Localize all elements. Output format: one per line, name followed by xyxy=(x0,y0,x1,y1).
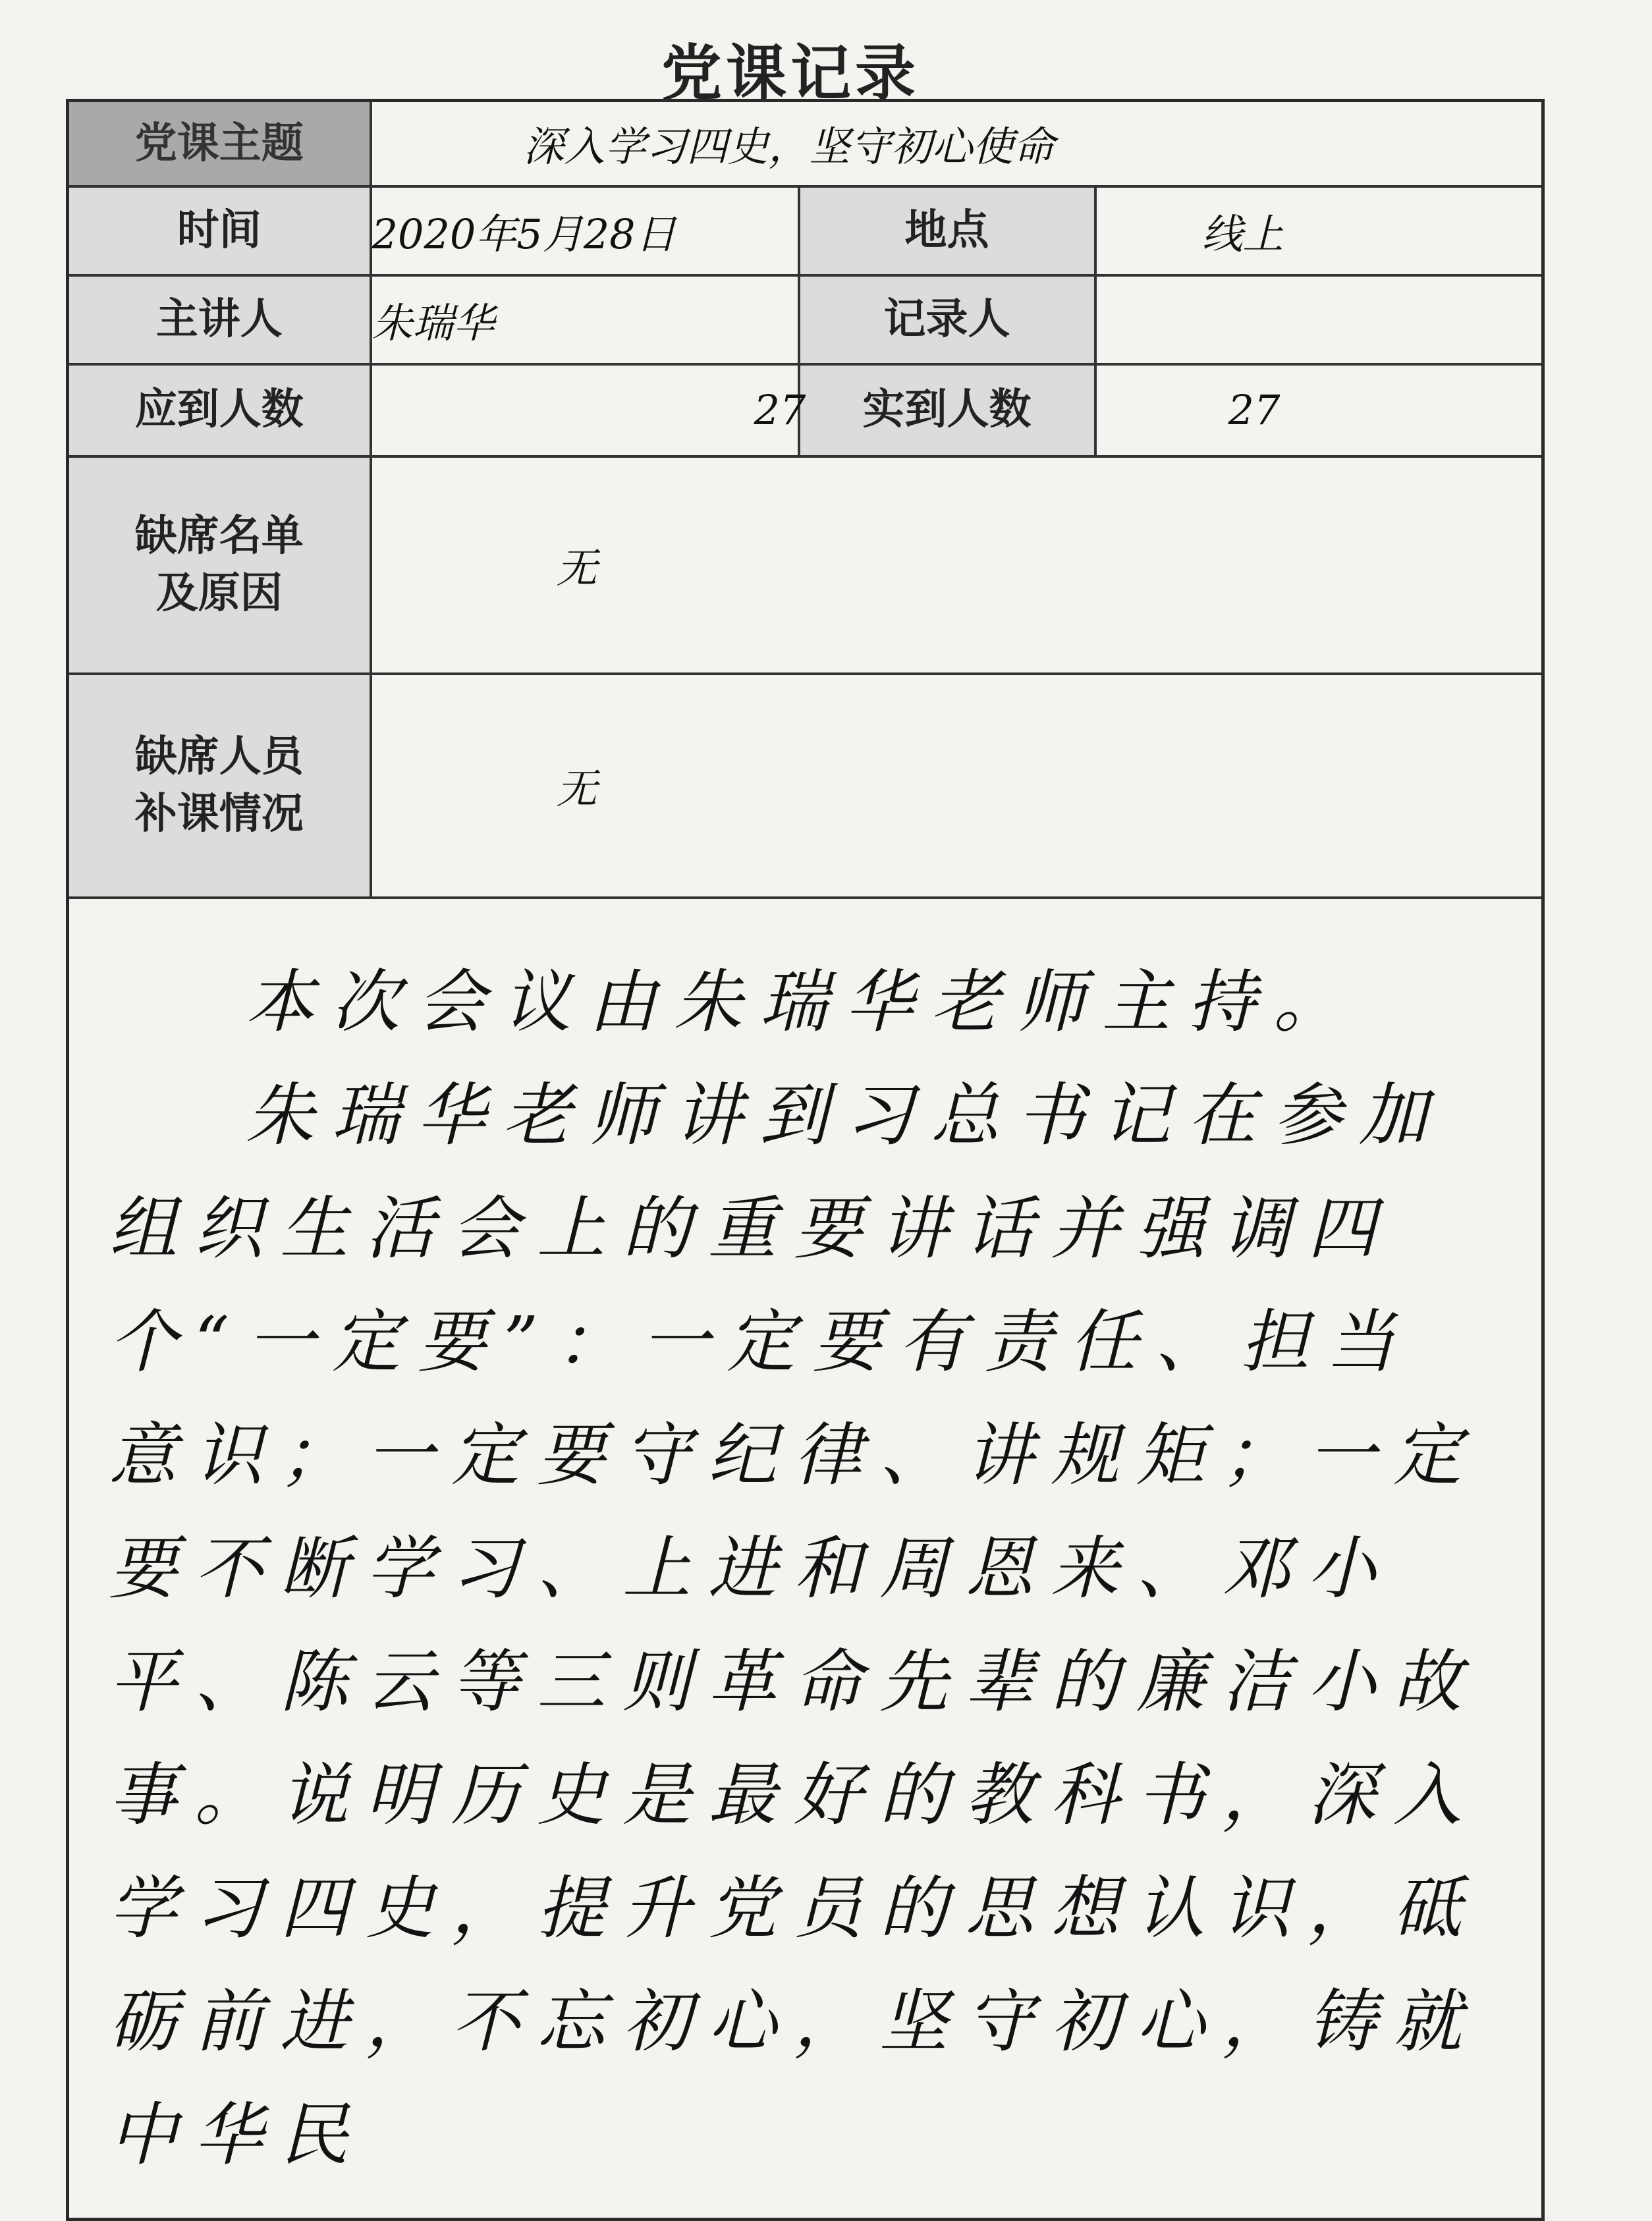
speaker-value: 朱瑞华 xyxy=(371,275,799,364)
expected-count-value: 27 xyxy=(371,364,799,456)
record-content xyxy=(68,898,1543,2220)
speaker-label: 主讲人 xyxy=(68,275,371,364)
makeup-label: 缺席人员 补课情况 xyxy=(68,674,371,898)
place-label: 地点 xyxy=(799,186,1095,275)
absent-list-value: 无 xyxy=(371,456,1543,674)
expected-count-label: 应到人数 xyxy=(68,364,371,456)
actual-count-label: 实到人数 xyxy=(799,364,1095,456)
record-paragraph-2: 朱瑞华老师讲到习总书记在参加组织生活会上的重要讲话并强调四个“一定要”：一定要有责任、担当意识；一定要守纪律、讲规矩；一定要不断学习、上进和周恩来、邓小平、陈云等三则革命先辈的廉洁小故事。说明历史是最好的教科书，深入学习四史，提升党员的思想认识，砥砺前进，不忘初心，坚守初心，铸就中华民 xyxy=(109,1074,1479,2175)
recorder-value xyxy=(1095,275,1543,364)
makeup-value: 无 xyxy=(371,674,1543,898)
topic-label: 党课主题 xyxy=(68,101,371,186)
topic-value: 深入学习四史，坚守初心使命 xyxy=(371,101,1543,186)
actual-count-value: 27 xyxy=(1095,364,1543,456)
time-label: 时间 xyxy=(68,186,371,275)
recorder-label: 记录人 xyxy=(799,275,1095,364)
party-lesson-record-form xyxy=(66,99,1545,2221)
absent-list-label: 缺席名单 及原因 xyxy=(68,456,371,674)
time-value: 2020年5月28日 xyxy=(371,186,799,275)
place-value: 线上 xyxy=(1095,186,1543,275)
page-title: 党课记录 xyxy=(661,38,920,109)
record-paragraph-1: 本次会议由朱瑞华老师主持。 xyxy=(246,961,1360,1042)
